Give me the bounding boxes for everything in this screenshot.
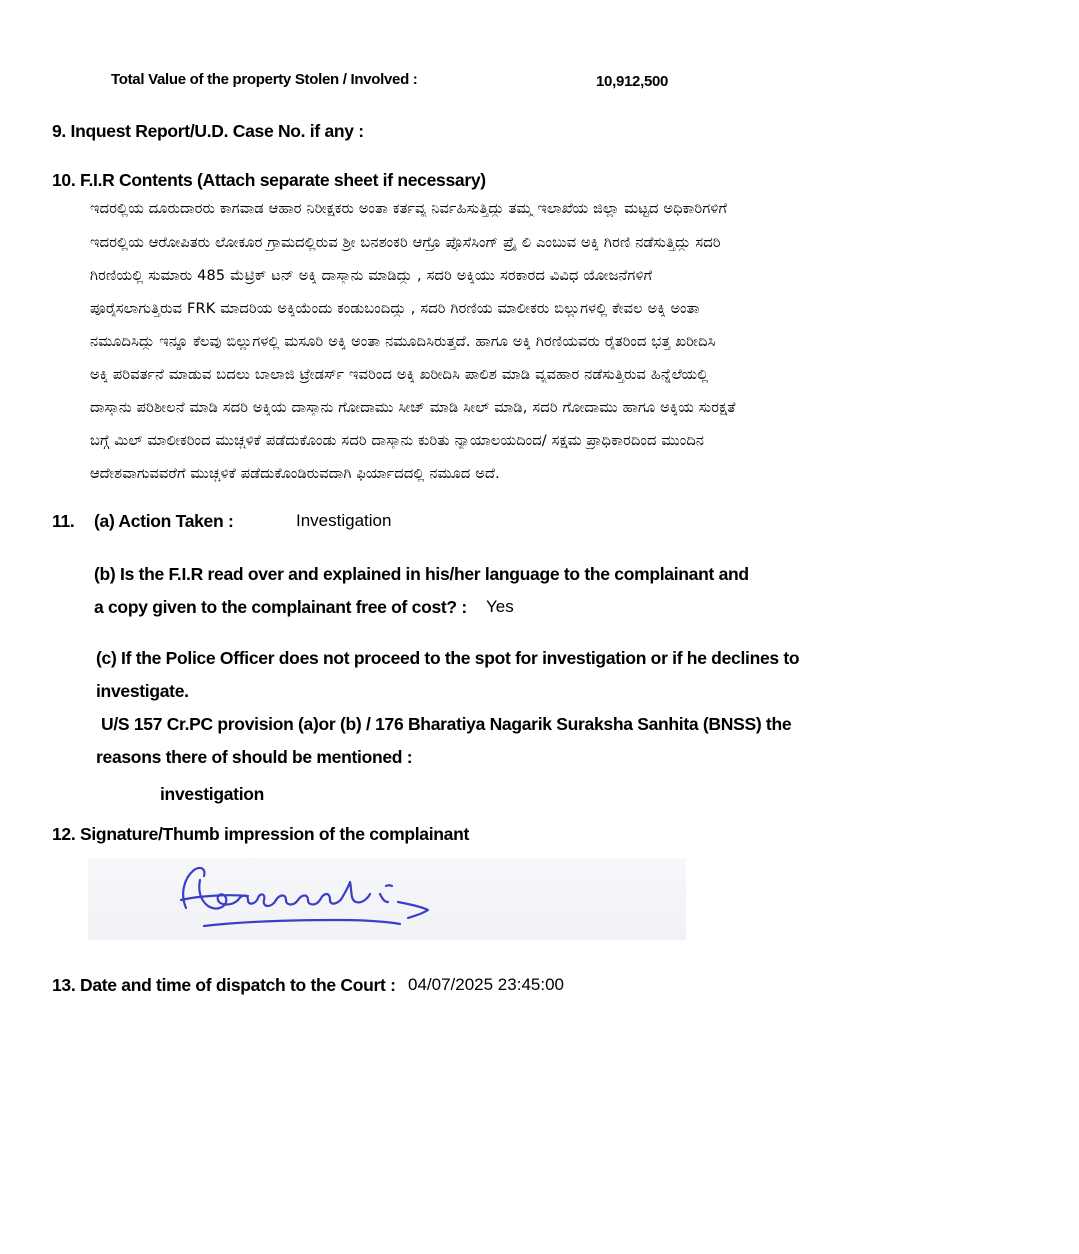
fir-content-line: ಆದೇಶವಾಗುವವರೆಗೆ ಮುಚ್ಚಳಿಕೆ ಪಡೆದುಕೊಂಡಿರುವದಾಗಿ ಫಿರ್ಯಾದದಲ್ಲಿ ನಮೂದ ಅದೆ. [90,466,500,482]
bnss-provision-text: U/S 157 Cr.PC provision (a)or (b) / 176 Bharatiya Nagarik Suraksha Sanhita (BNSS) the [101,714,792,734]
dispatch-date-value: 04/07/2025 23:45:00 [408,975,564,994]
reasons-value: investigation [160,784,265,804]
fir-content-line: ಗಿರಣಿಯಲ್ಲಿ ಸುಮಾರು 485 ಮೆಟ್ರಿಕ್ ಟನ್ ಅಕ್ಕಿ ದಾಸ್ತಾನು ಮಾಡಿದ್ದು , ಸದರಿ ಅಕ್ಕಿಯು ಸರಕಾರದ ವಿವಿಧ ಯೋಜನೆಗಳಿಗೆ [90,268,653,284]
fir-content-line: ಅಕ್ಕಿ ಪರಿವರ್ತನೆ ಮಾಡುವ ಬದಲು ಬಾಲಾಜಿ ಟ್ರೇಡರ್ಸ್ ಇವರಿಂದ ಅಕ್ಕಿ ಖರೀದಿಸಿ ಪಾಲಿಶ ಮಾಡಿ ವ್ಯವಹಾರ ನಡೆಸುತ್ತಿರುವ ಹಿನ್ನೆಲೆಯಲ್ಲಿ [90,367,709,383]
property-value-label: Total Value of the property Stolen / Involved : [111,71,418,88]
complainant-signature-image [88,858,686,940]
signature-label: 12. Signature/Thumb impression of the complainant [52,824,470,844]
action-taken-value: Investigation [296,511,392,530]
fir-copy-given-answer: Yes [486,597,514,616]
officer-not-proceed-question: (c) If the Police Officer does not proceed to the spot for investigation or if he declines to [96,648,800,668]
officer-not-proceed-question-cont: investigate. [96,681,189,701]
signature-box [88,858,686,940]
fir-content-line: ಪೂರೈಸಲಾಗುತ್ತಿರುವ FRK ಮಾದರಿಯ ಅಕ್ಕಿಯೆಂದು ಕಂಡುಬಂದಿದ್ದು , ಸದರಿ ಗಿರಣಿಯ ಮಾಲೀಕರು ಬಿಲ್ಲುಗಳಲ್ಲಿ ಕೇವಲ ಅಕ್ಕಿ ಅಂತಾ [90,301,700,317]
dispatch-date-label: 13. Date and time of dispatch to the Court : [52,975,396,995]
action-taken-number: 11. [52,511,75,531]
fir-content-line: ಬಗ್ಗೆ ಮಿಲ್ ಮಾಲೀಕರಿಂದ ಮುಚ್ಚಳಿಕೆ ಪಡೆದುಕೊಂಡು ಸದರಿ ದಾಸ್ತಾನು ಕುರಿತು ನ್ಯಾಯಾಲಯದಿಂದ/ ಸಕ್ಷಮ ಪ್ರಾಧಿಕಾರದಿಂದ ಮುಂದಿನ [90,433,705,449]
fir-read-over-question: (b) Is the F.I.R read over and explained in his/her language to the complainant and [94,564,749,584]
fir-content-line: ದಾಸ್ತಾನು ಪರಿಶೀಲನೆ ಮಾಡಿ ಸದರಿ ಅಕ್ಕಿಯ ದಾಸ್ತಾನು ಗೋದಾಮು ಸೀಜ್ ಮಾಡಿ ಸೀಲ್ ಮಾಡಿ, ಸದರಿ ಗೋದಾಮು ಹಾಗೂ ಅಕ್ಕಿಯ ಸುರಕ್ಷತೆ [90,400,736,416]
fir-content-line: ನಮೂದಿಸಿದ್ದು ಇನ್ನೂ ಕೆಲವು ಬಿಲ್ಲುಗಳಲ್ಲಿ ಮಸೂರಿ ಅಕ್ಕಿ ಅಂತಾ ನಮೂದಿಸಿರುತ್ತದೆ. ಹಾಗೂ ಅಕ್ಕಿ ಗಿರಣಿಯವರು ರೈತರಿಂದ ಭತ್ತ ಖರೀದಿಸಿ [90,334,716,350]
property-value: 10,912,500 [596,73,669,90]
fir-content-line: ಇದರಲ್ಲಿಯ ದೂರುದಾರರು ಕಾಗವಾಡ ಆಹಾರ ನಿರೀಕ್ಷಕರು ಅಂತಾ ಕರ್ತವ್ಯ ನಿರ್ವಹಿಸುತ್ತಿದ್ದು ತಮ್ಮ ಇಲಾಖೆಯ ಜಿಲ್ಲಾ ಮಟ್ಟದ ಅಧಿಕಾರಿಗಳಿಗೆ [90,201,728,217]
fir-content-line: ಇದರಲ್ಲಿಯ ಆರೋಪಿತರು ಲೋಕೂರ ಗ್ರಾಮದಲ್ಲಿರುವ ಶ್ರೀ ಬನಶಂಕರಿ ಆಗ್ರೊ ಪ್ರೊಸೆಸಿಂಗ್ ಪ್ರೈ ಲಿ ಎಂಬುವ ಅಕ್ಕಿ ಗಿರಣಿ ನಡೆಸುತ್ತಿದ್ದು ಸದರಿ [90,235,721,251]
fir-copy-given-question: a copy given to the complainant free of cost? : [94,597,467,617]
action-taken-label: (a) Action Taken : [94,511,234,531]
fir-contents-heading: 10. F.I.R Contents (Attach separate sheet if necessary) [52,170,486,190]
reasons-label: reasons there of should be mentioned : [96,747,413,767]
inquest-report-label: 9. Inquest Report/U.D. Case No. if any : [52,121,364,141]
